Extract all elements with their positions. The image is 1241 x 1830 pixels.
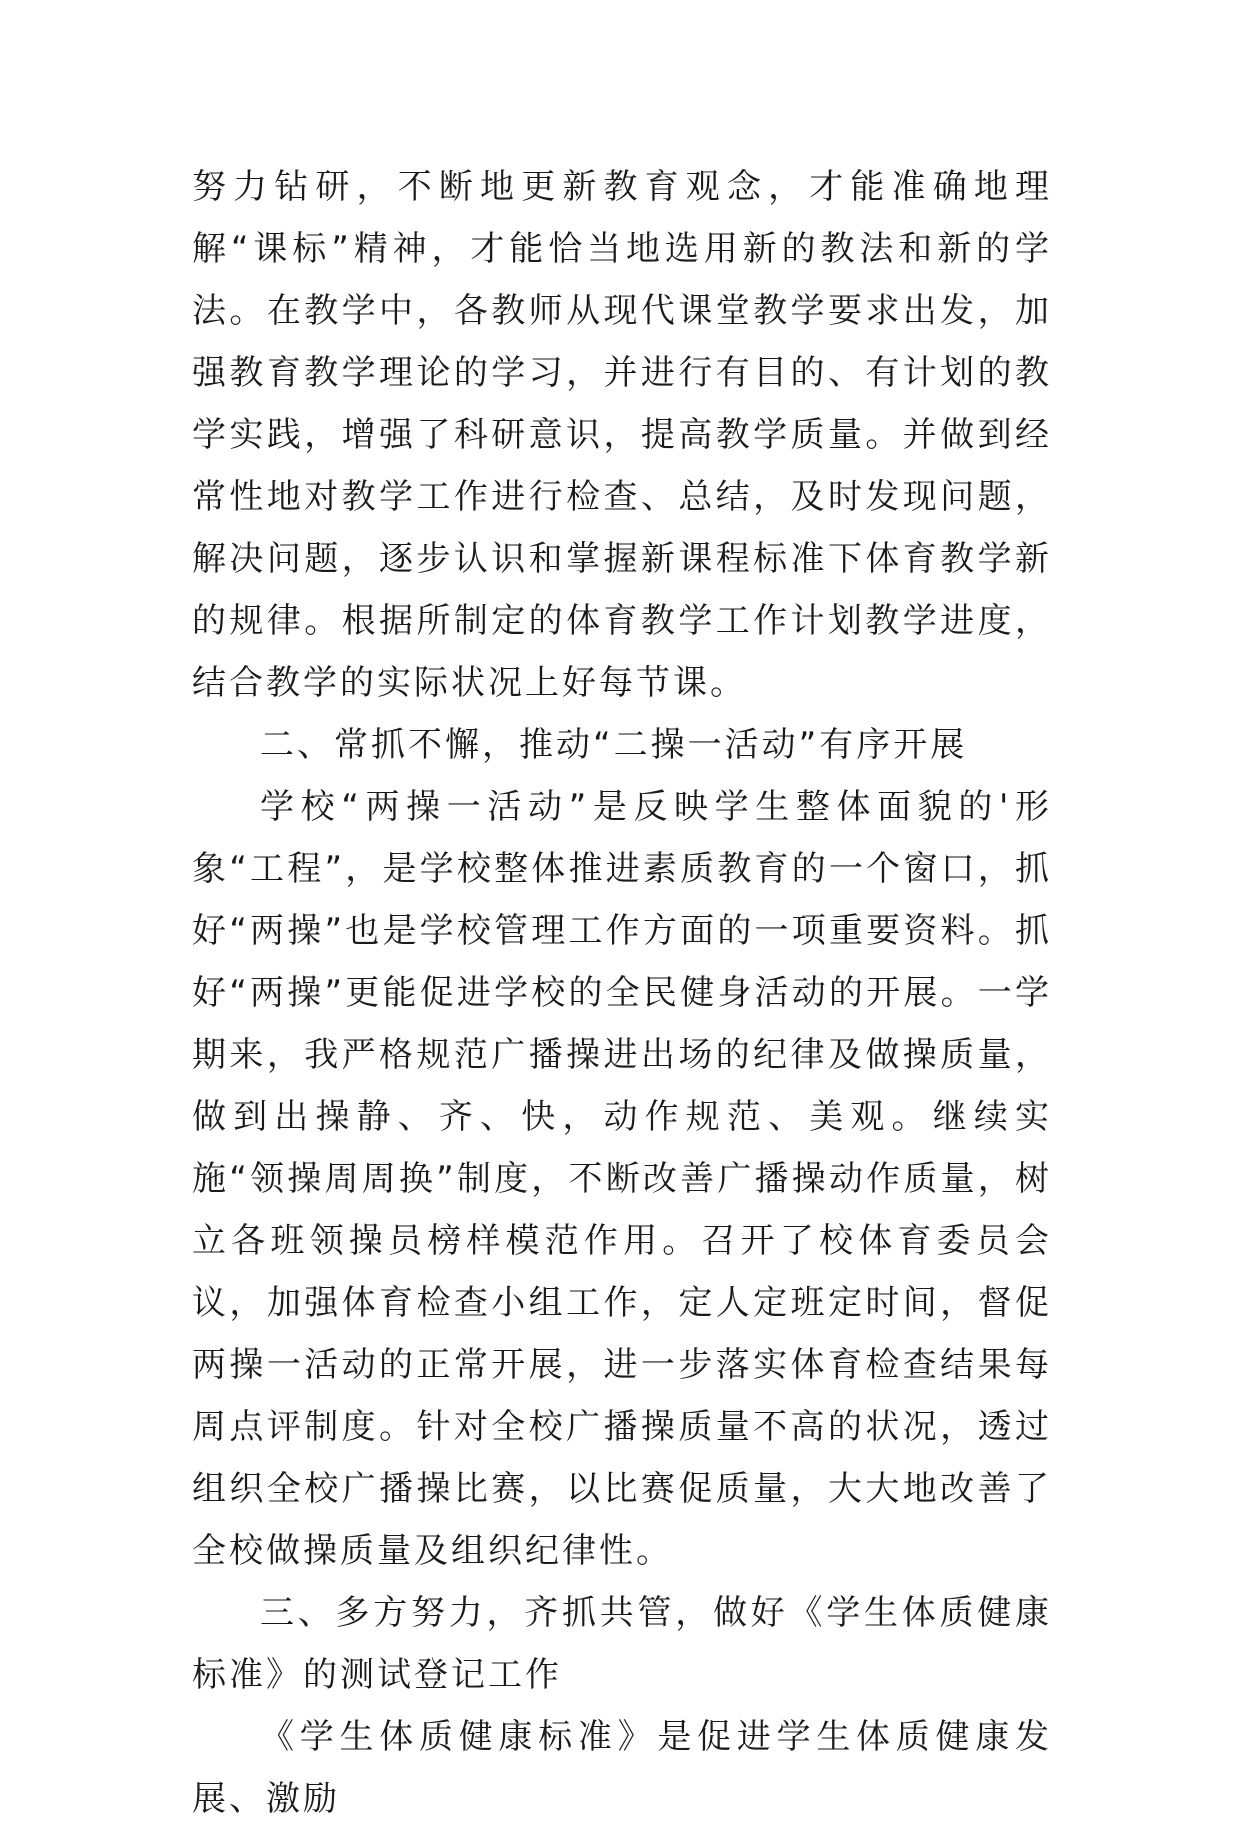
section-heading-two: 二、常抓不懈，推动“二操一活动”有序开展 [260,725,968,765]
paragraph-two-exercises: 学校“两操一活动”是反映学生整体面貌的'形象“工程”，是学校整体推进素质教育的一个窗口，抓好“两操”也是学校管理工作方面的一项重要资料。抓好“两操”更能促进学校的全民健身活动的开展。一学期来，我严格规范广播操进出场的纪律及做操质量，做到出操静、齐、快，动作规范、美观。继续实施“领操周周换”制度，不断改善广播操动作质量，树立各班领操员榜样模范作用。召开了校体育委员会议，加强体育检查小组工作，定人定班定时间，督促两操一活动的正常开展，进一步落实体育检查结果每周点评制度。针对全校广播操质量不高的状况，透过组织全校广播操比赛，以比赛促质量，大大地改善了全校做操质量及组织纪律性。 [192,787,1052,1571]
document-body [192,156,1052,1830]
section-heading-three: 三、多方努力，齐抓共管，做好《学生体质健康标准》的测试登记工作 [192,1593,1052,1695]
paragraph-teaching-research: 努力钻研，不断地更新教育观念，才能准确地理解“课标”精神，才能恰当地选用新的教法和新的学法。在教学中，各教师从现代课堂教学要求出发，加强教育教学理论的学习，并进行有目的、有计划的教学实践，增强了科研意识，提高教学质量。并做到经常性地对教学工作进行检查、总结，及时发现问题，解决问题，逐步认识和掌握新课程标准下体育教学新的规律。根据所制定的体育教学工作计划教学进度，结合教学的实际状况上好每节课。 [192,167,1052,703]
paragraph-health-standard: 《学生体质健康标准》是促进学生体质健康发展、激励 [192,1717,1052,1819]
